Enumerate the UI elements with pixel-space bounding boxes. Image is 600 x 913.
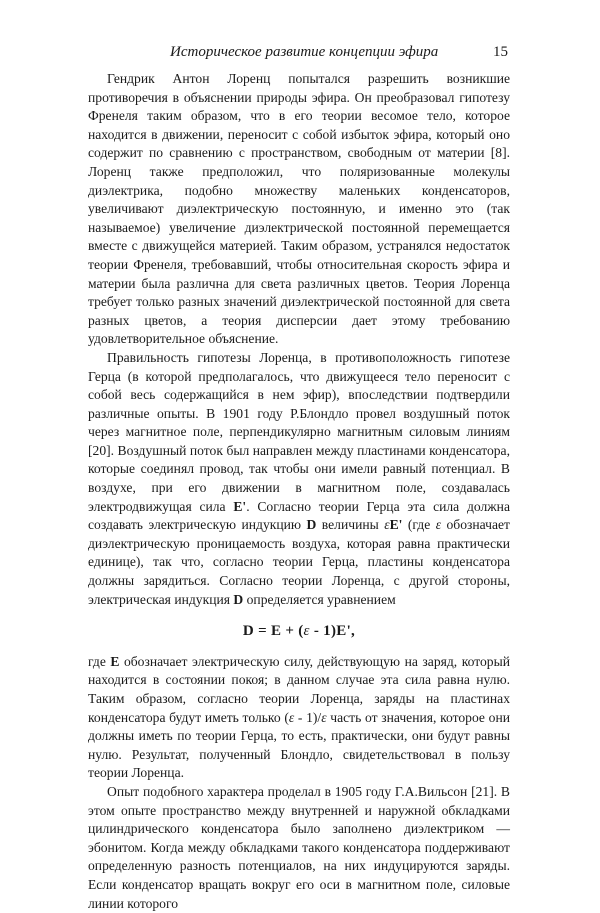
- text-run: (где: [402, 517, 436, 533]
- text-run: обозначает диэлектрическую проницаемость воздуха, которая равна практически единице), так что, согласно теории Герца, пластины конденсатора должны зарядиться. Согласно теории Лоренца, с другой стороны, электрическая индукция: [88, 517, 510, 607]
- text-run: определяется уравнением: [243, 591, 396, 607]
- paragraph-equation-explanation: [88, 653, 510, 783]
- text-run: . Согласно теории Герца эта сила должна создавать электрическую индукцию: [88, 498, 510, 533]
- text-run: обозначает электрическую силу, действующую на заряд, который находится в состоянии покоя; в данном случае эта сила равна нулю. Таким образом, согласно теории Лоренца, заряды на пластинах конденсатора будут иметь только (: [88, 653, 511, 725]
- text-run: где: [88, 653, 111, 669]
- eq-e-prime: E': [336, 623, 352, 640]
- vector-d: D: [306, 517, 317, 533]
- vector-e-prime: E': [389, 517, 403, 533]
- epsilon-symbol: ε: [288, 709, 295, 725]
- epsilon-symbol: ε: [384, 517, 390, 533]
- epsilon-symbol: ε: [321, 709, 327, 725]
- paragraph-blondlot-experiment: [88, 349, 510, 609]
- text-run: величины: [316, 517, 385, 533]
- page-number: 15: [493, 44, 508, 60]
- eq-lhs: D: [242, 623, 255, 640]
- vector-d: D: [233, 591, 244, 607]
- eq-e: E: [270, 623, 282, 640]
- epsilon-symbol: ε: [435, 517, 442, 533]
- page-body: [88, 70, 510, 913]
- vector-e: E: [110, 653, 120, 669]
- paragraph-lorentz-hypothesis: Гендрик Антон Лоренц попытался разрешить возникшие противоречия в объяснении природы эфира. Он преобразовал гипотезу Френеля таким образом, что в его теории весомое тело, которое находится в движении, переносит с собой избыток эфира, который оно содержит по сравнению с пространством, свободным от материи [8]. Лоренц также предположил, что поляризованные молекулы диэлектрика, подобно множеству маленьких конденсаторов, увеличивают диэлектрическую постоянную, и именно это (так называемое) увеличение диэлектрической постоянной перемещается вместе с движущейся материей. Таким образом, устранялся недостаток теории Френеля, требовавший, чтобы относительная скорость эфира и материи была различна для света различных цветов. Теория Лоренца требует только разных значений диэлектрической постоянной для света разных цветов, а теория дисперсии дает этому требованию удовлетворительное объяснение.: [88, 71, 510, 347]
- page-header: [88, 44, 508, 61]
- text-run: Правильность гипотезы Лоренца, в противоположность гипотезе Герца (в которой предполагалось, что движущееся тело переносит с собой весь содержащийся в нем эфир), впоследствии подтвердили различные опыты. В 1901 году Р.Блондло провел воздушный поток через магнитное поле, перпендикулярно магнитным силовым линиям [20]. Воздушный поток был направлен между пластинами конденсатора, которые соединял провод, так чтобы они имели равный потенциал. В воздухе, при его движении в магнитном поле, создавалась электродвижущая сила: [88, 349, 510, 514]
- text-run: часть от значения, которое они должны иметь по теории Герца, то есть, практически, они будут равны нулю. Результат, полученный Блондло, свидетельствовал в пользу теории Лоренца.: [88, 709, 510, 781]
- text-run: - 1)/: [294, 709, 322, 725]
- vector-e-prime: E': [233, 498, 247, 514]
- eq-minus: - 1): [309, 623, 337, 640]
- eq-plus: + (: [281, 623, 304, 640]
- running-title: Историческое развитие концепции эфира: [170, 44, 439, 60]
- eq-comma: ,: [351, 623, 356, 640]
- paragraph-wilson-experiment: Опыт подобного характера проделал в 1905 году Г.А.Вильсон [21]. В этом опыте пространство между внутренней и наружной обкладками цилиндрического конденсатора было заполнено диэлектриком — эбонитом. Когда между обкладками такого конденсатора поддерживают определенную разность потенциалов, на них индуцируются заряды. Если конденсатор вращать вокруг его оси в магнитном поле, силовые линии которого: [88, 783, 510, 911]
- eq-epsilon: ε: [303, 623, 310, 640]
- eq-equals: =: [254, 623, 271, 640]
- equation-induction: [88, 622, 510, 641]
